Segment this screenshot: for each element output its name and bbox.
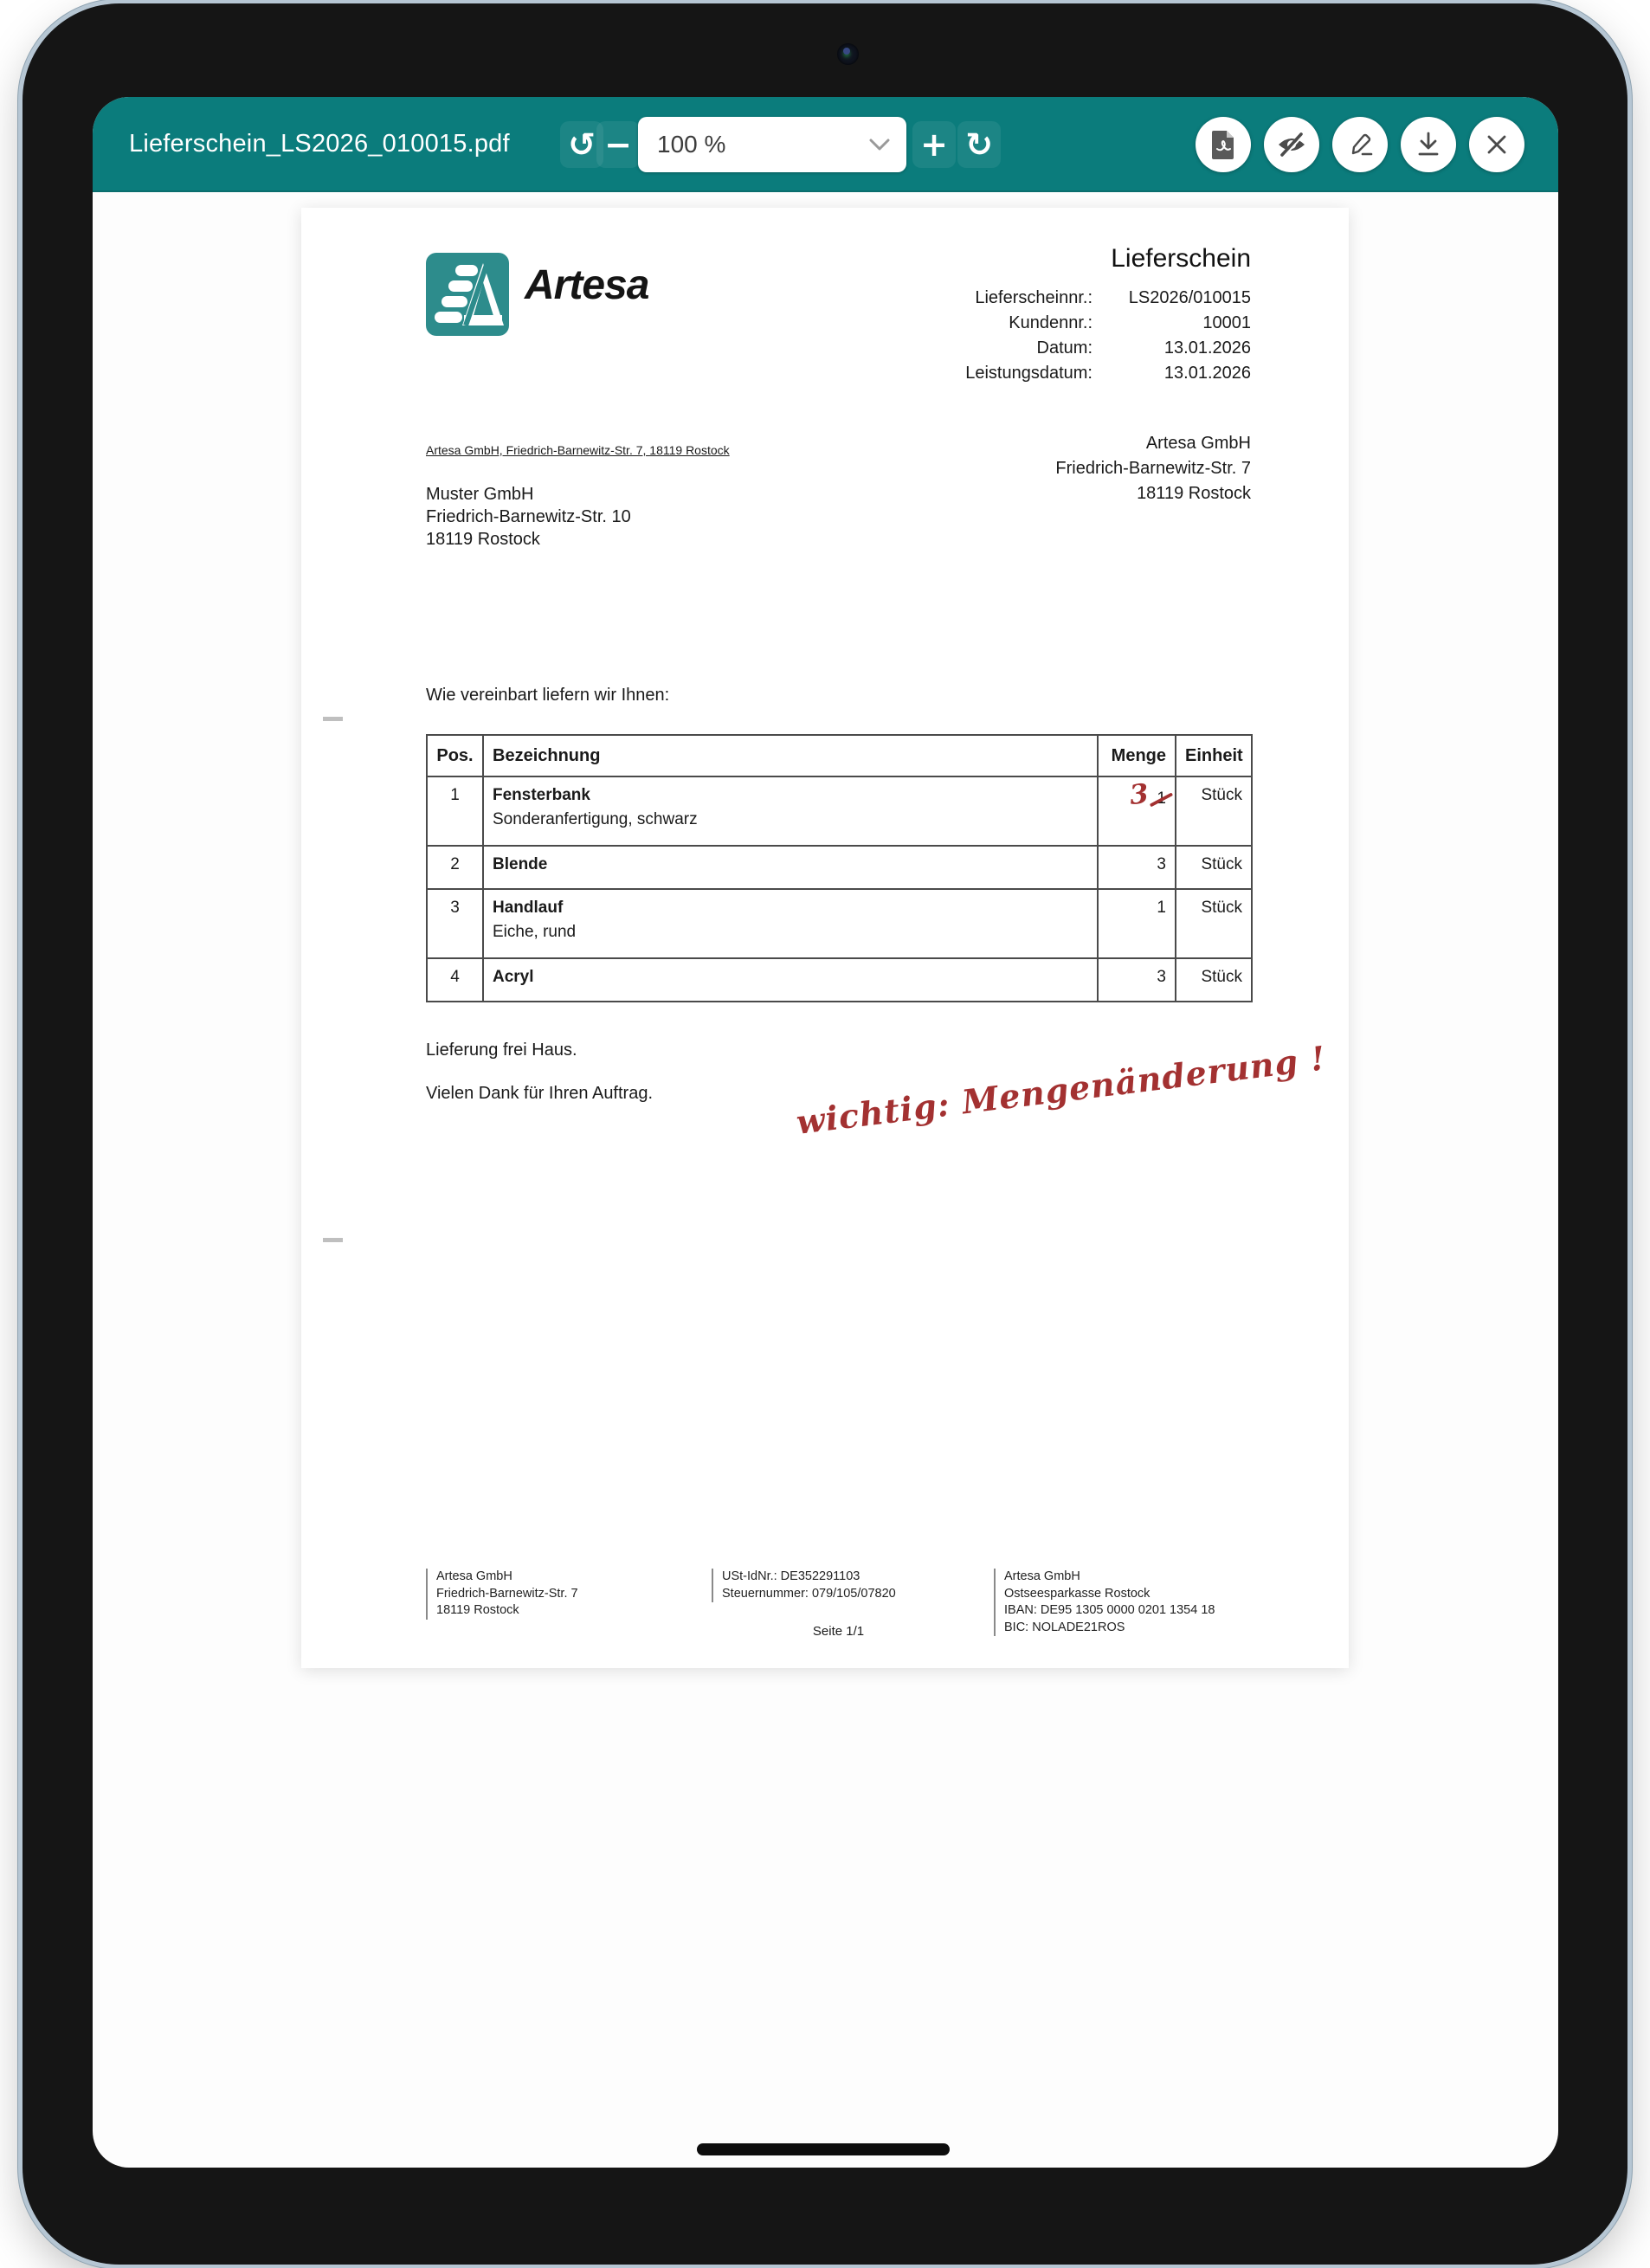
- document-meta: [965, 286, 1251, 386]
- item-unit: Stück: [1176, 889, 1252, 958]
- item-description-cell: [483, 889, 1098, 958]
- brand-name: Artesa: [525, 262, 649, 308]
- company-address-line: 18119 Rostock: [1137, 484, 1251, 503]
- meta-value: 13.01.2026: [1163, 364, 1251, 383]
- meta-row: [965, 311, 1251, 336]
- zoom-level-select[interactable]: [638, 117, 906, 172]
- zoom-level-value: 100 %: [657, 131, 726, 158]
- recipient-address-block: [426, 483, 631, 551]
- line-items-table: [426, 734, 1253, 1002]
- recipient-line: 18119 Rostock: [426, 530, 540, 549]
- tablet-frame: [23, 3, 1627, 2265]
- recipient-line: Friedrich-Barnewitz-Str. 10: [426, 507, 631, 526]
- item-desc: Sonderanfertigung, schwarz: [493, 810, 698, 828]
- intro-text: Wie vereinbart liefern wir Ihnen:: [426, 686, 670, 705]
- handwritten-annotation: wichtig: Mengenänderung !: [794, 1038, 1328, 1142]
- zoom-out-icon: −: [604, 126, 632, 164]
- table-header-row: [427, 735, 1252, 776]
- fold-mark-bottom: [323, 1238, 343, 1242]
- redo-button[interactable]: [957, 121, 1001, 168]
- item-description-cell: [483, 776, 1098, 846]
- redo-icon: ↻: [965, 126, 993, 164]
- footer-line: Steuernummer: 079/105/07820: [722, 1586, 896, 1601]
- item-name: Blende: [483, 846, 1098, 889]
- item-pos: 4: [427, 958, 483, 1002]
- item-qty: 3: [1098, 846, 1176, 889]
- company-address-block: [1055, 431, 1251, 506]
- meta-label: Kundennr.:: [1009, 313, 1092, 332]
- closing-line: Vielen Dank für Ihren Auftrag.: [426, 1084, 654, 1103]
- item-qty: 3: [1098, 958, 1176, 1002]
- item-name: Handlauf: [493, 899, 564, 917]
- annotate-pen-button[interactable]: [1332, 117, 1388, 172]
- artesa-logo-icon: [426, 253, 509, 336]
- meta-value: 13.01.2026: [1163, 338, 1251, 358]
- table-row: [427, 958, 1252, 1002]
- footer-line: 18119 Rostock: [436, 1603, 519, 1617]
- zoom-in-icon: +: [920, 126, 948, 164]
- export-pdf-button[interactable]: [1196, 117, 1251, 172]
- item-pos: 1: [427, 776, 483, 846]
- close-button[interactable]: [1469, 117, 1524, 172]
- meta-label: Lieferscheinnr.:: [975, 288, 1092, 307]
- item-unit: Stück: [1176, 846, 1252, 889]
- item-pos: 3: [427, 889, 483, 958]
- tablet-screen: [93, 97, 1558, 2168]
- header-pos: Pos.: [427, 735, 483, 776]
- table-row: [427, 846, 1252, 889]
- item-name: Acryl: [483, 958, 1098, 1002]
- table-row: [427, 776, 1252, 846]
- zoom-out-button[interactable]: [596, 121, 640, 168]
- meta-row: [965, 336, 1251, 361]
- header-einheit: Einheit: [1176, 735, 1252, 776]
- header-menge: Menge: [1098, 735, 1176, 776]
- item-desc: Eiche, rund: [493, 923, 577, 941]
- sender-return-address: Artesa GmbH, Friedrich-Barnewitz-Str. 7, 18119 Rostock: [426, 443, 730, 457]
- struck-printed-qty: 1: [1157, 789, 1166, 808]
- item-qty-cell: [1098, 776, 1176, 846]
- footer-line: Ostseesparkasse Rostock: [1004, 1586, 1150, 1601]
- download-icon: [1415, 131, 1441, 158]
- item-pos: 2: [427, 846, 483, 889]
- item-unit: Stück: [1176, 776, 1252, 846]
- home-indicator[interactable]: [697, 2143, 950, 2155]
- close-icon: [1485, 132, 1509, 157]
- footer-line: BIC: NOLADE21ROS: [1004, 1620, 1125, 1634]
- meta-label: Leistungsdatum:: [965, 364, 1092, 383]
- page-number: Seite 1/1: [812, 1624, 865, 1639]
- pdf-page[interactable]: [301, 208, 1349, 1668]
- chevron-down-icon: [868, 138, 891, 151]
- pen-icon: [1346, 131, 1374, 158]
- undo-icon: ↺: [568, 126, 596, 164]
- zoom-in-button[interactable]: [912, 121, 956, 168]
- footer-line: Artesa GmbH: [1004, 1569, 1080, 1583]
- footer-line: USt-IdNr.: DE352291103: [722, 1569, 860, 1583]
- document-filename: Lieferschein_LS2026_010015.pdf: [129, 129, 510, 158]
- handwritten-qty: 3: [1128, 777, 1150, 812]
- recipient-line: Muster GmbH: [426, 485, 534, 504]
- item-qty: 1: [1098, 889, 1176, 958]
- header-bezeichnung: Bezeichnung: [483, 735, 1098, 776]
- footer-address-column: [426, 1569, 578, 1620]
- pdf-file-icon: [1210, 130, 1236, 159]
- item-name: Fensterbank: [493, 786, 590, 804]
- meta-value: LS2026/010015: [1128, 288, 1251, 307]
- meta-row: [965, 361, 1251, 386]
- closing-line: Lieferung frei Haus.: [426, 1041, 577, 1060]
- meta-label: Datum:: [1036, 338, 1092, 358]
- footer-tax-column: [712, 1569, 896, 1602]
- table-row: [427, 889, 1252, 958]
- company-address-line: Friedrich-Barnewitz-Str. 7: [1055, 459, 1251, 478]
- company-address-line: Artesa GmbH: [1145, 434, 1251, 453]
- footer-line: Artesa GmbH: [436, 1569, 512, 1583]
- front-camera: [837, 43, 859, 65]
- download-button[interactable]: [1401, 117, 1456, 172]
- pdf-viewer-toolbar: [93, 97, 1558, 192]
- footer-line: IBAN: DE95 1305 0000 0201 1354 18: [1004, 1603, 1215, 1617]
- item-unit: Stück: [1176, 958, 1252, 1002]
- meta-value: 10001: [1202, 313, 1251, 332]
- hide-annotations-button[interactable]: [1264, 117, 1319, 172]
- footer-line: Friedrich-Barnewitz-Str. 7: [436, 1586, 578, 1601]
- eye-off-icon: [1276, 131, 1307, 158]
- meta-row: [965, 286, 1251, 311]
- fold-mark-top: [323, 717, 343, 721]
- document-title: Lieferschein: [1111, 244, 1251, 273]
